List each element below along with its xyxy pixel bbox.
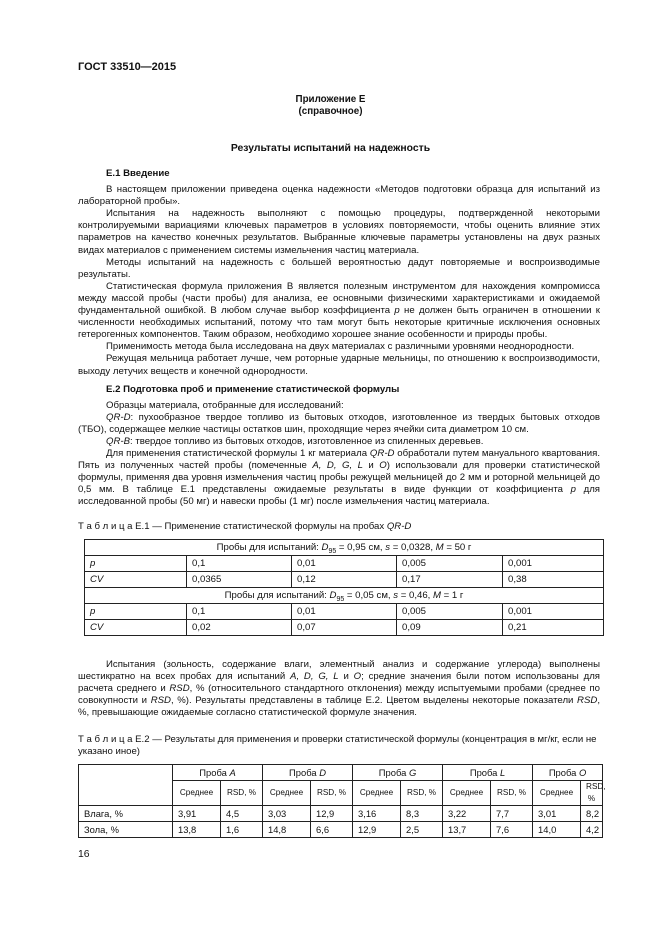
table2 — [78, 764, 606, 838]
section-heading-e2: Е.2 Подготовка проб и применение статистической формулы — [106, 383, 400, 395]
table2-caption: Т а б л и ц а Е.2 — Результаты для применения и проверки статистической формулы (концентрация в мг/кг, если не указано иное) — [78, 734, 597, 758]
paragraph: Испытания (зольность, содержание влаги, элементный анализ и содержание углерода) выполнены шестикратно на всех пробах для испытаний A, D, G, L и O; средние значения были потом использованы для расчета среднего и RSD, % (относительного стандартного отклонения) между испытуемыми пробами (среднее по совокупности и RSD, %). Результаты представлены в таблице Е.2. Цветом выделены некоторые показатели RSD, %, превышающие ожидаемые согласно статистической формуле значения. — [78, 659, 601, 719]
table-row: Влага, % 3,91 4,5 3,03 12,9 3,16 8,3 3,22 7,7 3,01 8,2 — [79, 806, 603, 822]
paragraph: В настоящем приложении приведена оценка надежности «Методов подготовки образца для испытаний из лабораторной пробы». — [78, 184, 600, 208]
paragraph: QR-B: твердое топливо из бытовых отходов, изготовленное из спиленных деревьев. — [106, 435, 484, 447]
table2-probe-header — [79, 765, 603, 781]
table1-block2-header: Пробы для испытаний: $D_{95} = 0,05$ см, s = 0,46, M = 1 г — [85, 588, 604, 604]
probe-header: Проба G — [353, 765, 443, 781]
paragraph: Испытания на надежность выполняют с помощью процедуры, подтвержденной некоторыми контролируемыми вариациями ключевых параметров в условиях повторяемости, чтобы оценить влияние этих параметров на качество конечных результатов. Выбранные ключевые параметры установлены на двух разных видах материалов с применением системы измельчения частиц материала. — [78, 208, 600, 256]
paragraph: Методы испытаний на надежность с большей вероятностью дадут повторяемые и воспроизводимые результаты. — [78, 256, 600, 280]
table-row: Зола, % 13,8 1,6 14,8 6,6 12,9 2,5 13,7 7,6 14,0 4,2 — [79, 822, 603, 838]
paragraph: QR-D: пухообразное твердое топливо из бытовых отходов, изготовленное из твердых бытовых отходов (ТБО), содержащее мелкие частицы остатков шин, проходящие через ячейки сита диаметром 10 см. — [78, 411, 600, 435]
standard-header: ГОСТ 33510—2015 — [78, 61, 177, 73]
appendix-label: Приложение Е — [295, 94, 366, 105]
probe-header: Проба D — [263, 765, 353, 781]
section-heading-e1: Е.1 Введение — [106, 168, 170, 179]
paragraph: Для применения статистической формулы 1 кг материала QR-D обработали путем мануального квартования. Пять из полученных частей пробы (помеченные A, D, G, L и O) использовали для проверки статистической формулы, применяя два уровня измельчения частиц пробы режущей мельницей до 2 мм и роторной мельницей до 0,5 мм. В таблице Е.1 представлены ожидаемые результаты в виде функции от коэффициента p для исследованной пробы (50 мг) и навески пробы (1 мг) после измельчения частиц материала. — [78, 448, 600, 508]
paragraph: Образцы материала, отобранные для исследований: — [106, 399, 344, 411]
body-text-after-table1 — [78, 659, 600, 719]
body-text — [78, 168, 600, 509]
table2-sub-header: Среднее RSD, % Среднее RSD, % Среднее RSD, % Среднее RSD, % Среднее RSD, % — [79, 781, 603, 806]
appendix-status: (справочное) — [298, 106, 363, 117]
paragraph: Режущая мельница работает лучше, чем роторные ударные мельницы, по отношению к воспроизводимости, выходу летучих веществ и конечной однородности. — [78, 353, 600, 377]
probe-header: Проба A — [173, 765, 263, 781]
probe-header: Проба L — [443, 765, 533, 781]
page-number: 16 — [78, 849, 90, 860]
results-title: Результаты испытаний на надежность — [230, 143, 431, 154]
table-row: CV 0,02 0,07 0,09 0,21 — [85, 620, 604, 636]
table1 — [84, 539, 604, 636]
table-row: p 0,1 0,01 0,005 0,001 — [85, 556, 604, 572]
paragraph: Статистическая формула приложения В является полезным инструментом для нахождения компромисса между массой пробы (части пробы) для анализа, ее основными физическими характеристиками и ожидаемой фундаментальной ошибкой. В любом случае выбор коэффициента p не должен быть ограничен в отношении к численности необходимых испытаний, потому что там могут быть некоторые критичные исключения основных гетерогенных компонентов. Таким образом, необходимо хорошее знание особенности и природы пробы. — [78, 280, 600, 341]
table-row: p 0,1 0,01 0,005 0,001 — [85, 604, 604, 620]
table1-block1-header: Пробы для испытаний: $D_{95} = 0,95$ см, s = 0,0328, M = 50 г — [85, 540, 604, 556]
table1-caption: Т а б л и ц а Е.1 — Применение статистической формулы на пробах QR-D — [78, 521, 412, 532]
probe-header: Проба O — [533, 765, 603, 781]
paragraph: Применимость метода была исследована на двух материалах с различными уровнями неоднородности. — [106, 341, 575, 353]
table-row: CV 0,0365 0,12 0,17 0,38 — [85, 572, 604, 588]
